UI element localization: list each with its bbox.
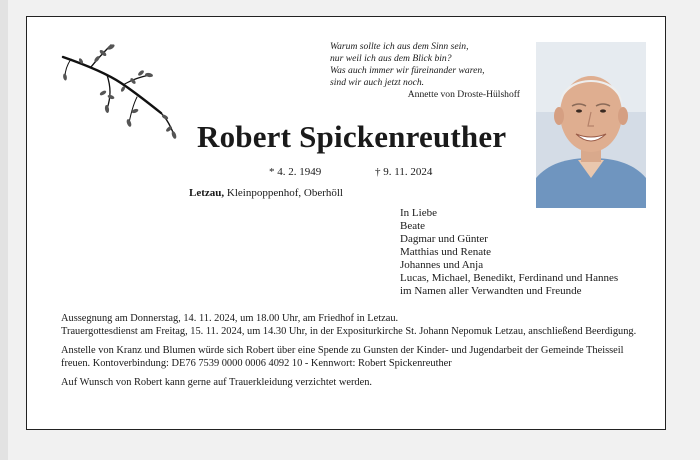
mourner-line: im Namen aller Verwandten und Freunde <box>400 285 582 297</box>
poem-line: Warum sollte ich aus dem Sinn sein, <box>330 41 469 52</box>
residence <box>189 187 343 199</box>
mourner-line: Matthias und Renate <box>400 246 492 258</box>
poem-line: Was auch immer wir füreinander waren, <box>330 65 485 76</box>
poem-line: nur weil ich aus dem Blick bin? <box>330 53 452 64</box>
death-date: † 9. 11. 2024 <box>375 166 433 178</box>
mourner-line: In Liebe <box>400 207 437 219</box>
poem-author: Annette von Droste-Hülshoff <box>407 89 520 100</box>
mourners-list <box>400 207 618 298</box>
poem-line: sind wir auch jetzt noch. <box>330 77 425 88</box>
poem-quote <box>330 41 530 101</box>
obituary-card <box>26 16 666 430</box>
birth-date: * 4. 2. 1949 <box>269 166 322 178</box>
funeral-notes <box>61 312 651 395</box>
mourner-line: Lucas, Michael, Benedikt, Ferdinand und Hannes <box>400 272 619 284</box>
donation-note: Anstelle von Kranz und Blumen würde sich Robert über eine Spende zu Gunsten der Kinder- und Jugendarbeit der Gemeinde Theisseil freuen. Kontoverbindung: DE76 7539 0000 0006 4092 10 - Kennwort: Robert Spickenreuther <box>61 345 624 369</box>
clothing-note: Auf Wunsch von Robert kann gerne auf Trauerkleidung verzichtet werden. <box>61 377 373 388</box>
deceased-name: Robert Spickenreuther <box>197 119 507 154</box>
mourner-line: Beate <box>400 220 426 232</box>
portrait-photo <box>536 42 646 208</box>
viewing-note <box>61 312 651 338</box>
mourner-line: Dagmar und Günter <box>400 233 488 245</box>
page-edge <box>0 0 8 460</box>
branch-illustration <box>61 43 181 147</box>
service-text: Trauergottesdienst am Freitag, 15. 11. 2024, um 14.30 Uhr, in der Expositurkirche St. Johann Nepomuk Letzau, anschließend Beerdigung. <box>61 326 637 337</box>
residence-town: Letzau, <box>189 187 225 199</box>
residence-villages: Kleinpoppenhof, Oberhöll <box>224 187 343 199</box>
viewing-text: Aussegnung am Donnerstag, 14. 11. 2024, um 18.00 Uhr, am Friedhof in Letzau. <box>61 313 399 324</box>
mourner-line: Johannes und Anja <box>400 259 484 271</box>
